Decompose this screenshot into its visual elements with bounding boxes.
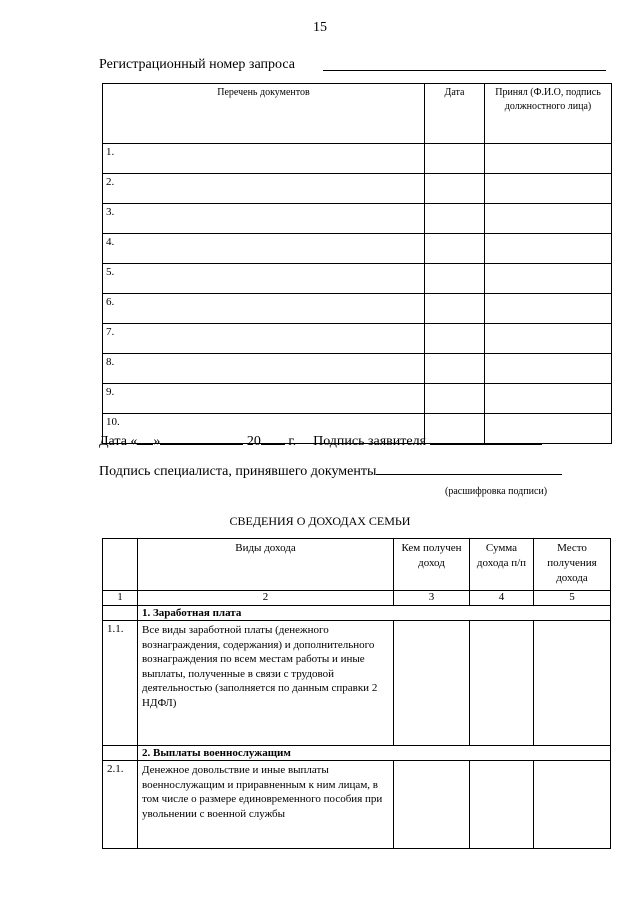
section-row [103,746,611,761]
document-date-cell[interactable] [425,264,485,294]
document-accepted-cell[interactable] [485,354,612,384]
applicant-signature-label: Подпись заявителя [313,434,427,449]
column-number: 2 [138,591,394,606]
document-accepted-cell[interactable] [485,324,612,354]
section-title: 1. Заработная плата [138,606,611,621]
date-prefix: Дата « [99,434,138,449]
income-section-title: СВЕДЕНИЯ О ДОХОДАХ СЕМЬИ [229,514,411,528]
signature-decode-hint: (расшифровка подписи) [445,486,548,497]
applicant-signature-field[interactable] [430,432,542,445]
amount-cell[interactable] [470,621,534,746]
header-accepted-by: Принял (Ф.И.О, подпись должностного лица) [485,84,612,144]
document-row-number[interactable]: 9. [103,384,425,414]
specialist-signature-line [99,462,562,480]
item-number: 1.1. [103,621,138,746]
header-date: Дата [425,84,485,144]
date-mid: » [153,434,161,449]
year-field[interactable] [261,432,285,445]
document-date-cell[interactable] [425,174,485,204]
document-row [103,264,612,294]
place-cell[interactable] [534,621,611,746]
document-row-number[interactable]: 4. [103,234,425,264]
header-documents-list: Перечень документов [103,84,425,144]
amount-cell[interactable] [470,761,534,849]
document-date-cell[interactable] [425,144,485,174]
document-row-number[interactable]: 5. [103,264,425,294]
document-date-cell[interactable] [425,384,485,414]
document-row [103,234,612,264]
place-cell[interactable] [534,761,611,849]
document-row-number[interactable]: 3. [103,204,425,234]
header-income-amount: Сумма дохода п/п [470,539,534,591]
year-suffix: г. [288,434,297,449]
income-item-row [103,621,611,746]
column-number: 5 [534,591,611,606]
document-row-number[interactable]: 2. [103,174,425,204]
document-row [103,354,612,384]
document-row [103,204,612,234]
document-row-number[interactable]: 1. [103,144,425,174]
document-accepted-cell[interactable] [485,294,612,324]
header-income-type: Виды дохода [138,539,394,591]
header-received-by: Кем получен доход [394,539,470,591]
document-row [103,324,612,354]
section-row [103,606,611,621]
document-accepted-cell[interactable] [485,174,612,204]
documents-table-header [103,84,612,144]
column-number: 3 [394,591,470,606]
income-table-header [103,539,611,591]
income-item-row [103,761,611,849]
document-row [103,144,612,174]
document-accepted-cell[interactable] [485,204,612,234]
document-date-cell[interactable] [425,324,485,354]
item-number: 2.1. [103,761,138,849]
document-row-number[interactable]: 10. [103,414,425,444]
column-numbering-row [103,591,611,606]
received-by-cell[interactable] [394,621,470,746]
document-accepted-cell[interactable] [485,384,612,414]
column-number: 1 [103,591,138,606]
specialist-signature-label: Подпись специалиста, принявшего документы [99,464,377,479]
specialist-signature-field[interactable] [376,462,562,475]
received-by-cell[interactable] [394,761,470,849]
document-row [103,384,612,414]
header-income-place: Место получения дохода [534,539,611,591]
document-accepted-cell[interactable] [485,144,612,174]
document-accepted-cell[interactable] [485,264,612,294]
year-prefix: 20 [246,434,261,449]
document-date-cell[interactable] [425,234,485,264]
registration-number-field[interactable] [323,70,606,71]
document-date-cell[interactable] [425,204,485,234]
day-field[interactable] [137,432,153,445]
column-number: 4 [470,591,534,606]
document-row [103,294,612,324]
document-row-number[interactable]: 8. [103,354,425,384]
month-field[interactable] [160,432,243,445]
income-table [102,538,611,849]
documents-table [102,83,612,444]
item-description: Денежное довольствие и иные выплаты военнослужащим и приравненным к ним лицам, в том числе о размере единовременного пособия при увольнении с военной службы [138,761,394,849]
document-row-number[interactable]: 6. [103,294,425,324]
item-description: Все виды заработной платы (денежного вознаграждения, содержания) и дополнительного вознаграждения по всем местам работы и иные выплаты, полученные в связи с трудовой деятельностью (заполняется по данным справки 2 НДФЛ) [138,621,394,746]
page-number: 15 [313,20,327,35]
section-title: 2. Выплаты военнослужащим [138,746,611,761]
header-number [103,539,138,591]
document-date-cell[interactable] [425,354,485,384]
registration-number-label: Регистрационный номер запроса [99,57,295,72]
document-row-number[interactable]: 7. [103,324,425,354]
document-accepted-cell[interactable] [485,234,612,264]
document-row [103,174,612,204]
document-date-cell[interactable] [425,294,485,324]
date-line [99,432,542,450]
